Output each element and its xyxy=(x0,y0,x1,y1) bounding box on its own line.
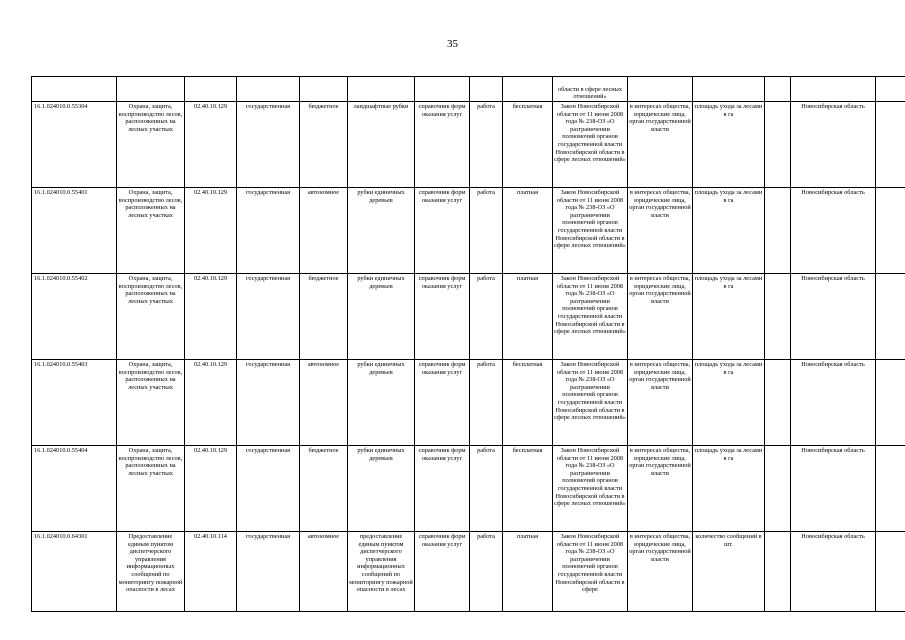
cell-law: Закон Новосибирской области от 11 июня 2008 года № 238-ОЗ «О разграничении полномочий органов государственной власти Новосибирской области в сфере лесных отношений» xyxy=(553,102,628,188)
registry-table xyxy=(31,76,905,612)
cell-institution: бюджетное xyxy=(300,274,348,360)
cell-content: рубки единичных деревьев xyxy=(348,274,415,360)
cell-region: Новосибирская область xyxy=(791,102,876,188)
cell-indicator: количество сообщений в шт. xyxy=(693,532,765,612)
cell-okved: 02.40.10.129 xyxy=(185,360,237,446)
cell-indicator: площадь ухода за лесами в га xyxy=(693,274,765,360)
cell-payment: платная xyxy=(503,274,553,360)
cell-region: Новосибирская область xyxy=(791,274,876,360)
cell-kind: работа xyxy=(470,102,503,188)
cell-empty2 xyxy=(876,360,905,446)
page-number: 35 xyxy=(447,38,458,50)
cell-kind: работа xyxy=(470,188,503,274)
continuation-row xyxy=(32,77,905,102)
cell-law: Закон Новосибирской области от 11 июня 2008 года № 238-ОЗ «О разграничении полномочий органов государственной власти Новосибирской области в сфере лесных отношений» xyxy=(553,360,628,446)
table-row xyxy=(32,188,905,274)
cell-empty1 xyxy=(765,360,791,446)
cell-code: 16.1.024010.0.55403 xyxy=(32,360,117,446)
cell-region: Новосибирская область xyxy=(791,532,876,612)
cell-code: 16.1.024010.0.55402 xyxy=(32,274,117,360)
cell-empty1 xyxy=(765,188,791,274)
cell-empty1 xyxy=(765,274,791,360)
cell-consumers: в интересах общества, юридические лица, орган государственной власти xyxy=(628,274,693,360)
cell-institution: бюджетное xyxy=(300,446,348,532)
table-row xyxy=(32,274,905,360)
cell-empty2 xyxy=(876,446,905,532)
cell-content: рубки единичных деревьев xyxy=(348,188,415,274)
cell-institution: бюджетное xyxy=(300,102,348,188)
table-row xyxy=(32,360,905,446)
cell-institution: автономное xyxy=(300,532,348,612)
cell-kind: работа xyxy=(470,532,503,612)
cell-form: справочник форм оказания услуг xyxy=(415,532,470,612)
cell-type: государственная xyxy=(237,446,300,532)
cell-type: государственная xyxy=(237,532,300,612)
cell-empty1 xyxy=(765,102,791,188)
cell-okved: 02.40.10.129 xyxy=(185,274,237,360)
cell-empty2 xyxy=(876,532,905,612)
cell-region: Новосибирская область xyxy=(791,188,876,274)
cell-okved: 02.40.10.114 xyxy=(185,532,237,612)
cell-content: ландшафтные рубки xyxy=(348,102,415,188)
cell-name: Охрана, защита, воспроизводство лесов, расположенных на лесных участках xyxy=(117,360,185,446)
cell-form: справочник форм оказания услуг xyxy=(415,188,470,274)
cell-code: 16.1.024010.0.55401 xyxy=(32,188,117,274)
cell-kind: работа xyxy=(470,360,503,446)
cell-consumers: в интересах общества, юридические лица, орган государственной власти xyxy=(628,360,693,446)
cell-institution: автономное xyxy=(300,360,348,446)
cell-type: государственная xyxy=(237,188,300,274)
cell-type: государственная xyxy=(237,360,300,446)
cell-form: справочник форм оказания услуг xyxy=(415,360,470,446)
cell-consumers: в интересах общества, юридические лица, орган государственной власти xyxy=(628,532,693,612)
cell-indicator: площадь ухода за лесами в га xyxy=(693,102,765,188)
cell-region: Новосибирская область xyxy=(791,360,876,446)
cell-indicator: площадь ухода за лесами в га xyxy=(693,360,765,446)
cell-empty2 xyxy=(876,188,905,274)
cell-name: Охрана, защита, воспроизводство лесов, расположенных на лесных участках xyxy=(117,102,185,188)
table-row xyxy=(32,102,905,188)
cell-code: 16.1.024010.0.64301 xyxy=(32,532,117,612)
cell-law: Закон Новосибирской области от 11 июня 2008 года № 238-ОЗ «О разграничении полномочий органов государственной власти Новосибирской области в сфере лесных отношений» xyxy=(553,446,628,532)
cell-kind: работа xyxy=(470,274,503,360)
cell-empty2 xyxy=(876,274,905,360)
cell-kind: работа xyxy=(470,446,503,532)
cell-form: справочник форм оказания услуг xyxy=(415,102,470,188)
cell-form: справочник форм оказания услуг xyxy=(415,446,470,532)
cell-payment: платная xyxy=(503,532,553,612)
continuation-cell: области в сфере лесных отношений» xyxy=(553,77,628,102)
cell-consumers: в интересах общества, юридические лица, орган государственной власти xyxy=(628,188,693,274)
table-row xyxy=(32,446,905,532)
cell-okved: 02.40.10.129 xyxy=(185,102,237,188)
cell-okved: 02.40.10.129 xyxy=(185,446,237,532)
cell-law: Закон Новосибирской области от 11 июня 2008 года № 238-ОЗ «О разграничении полномочий органов государственной власти Новосибирской области в сфере xyxy=(553,532,628,612)
cell-empty1 xyxy=(765,532,791,612)
cell-payment: бесплатная xyxy=(503,446,553,532)
cell-name: Предоставление единым пунктом диспетчерского управления информационных сообщений по мониторингу пожарной опасности в лесах xyxy=(117,532,185,612)
cell-form: справочник форм оказания услуг xyxy=(415,274,470,360)
cell-type: государственная xyxy=(237,102,300,188)
cell-region: Новосибирская область xyxy=(791,446,876,532)
cell-institution: автономное xyxy=(300,188,348,274)
cell-empty1 xyxy=(765,446,791,532)
cell-name: Охрана, защита, воспроизводство лесов, расположенных на лесных участках xyxy=(117,274,185,360)
cell-name: Охрана, защита, воспроизводство лесов, расположенных на лесных участках xyxy=(117,446,185,532)
cell-content: предоставление единым пунктом диспетчерского управления информационных сообщений по мониторингу пожарной опасности в лесах xyxy=(348,532,415,612)
cell-code: 16.1.024010.0.55404 xyxy=(32,446,117,532)
cell-name: Охрана, защита, воспроизводство лесов, расположенных на лесных участках xyxy=(117,188,185,274)
cell-okved: 02.40.10.129 xyxy=(185,188,237,274)
cell-indicator: площадь ухода за лесами в га xyxy=(693,446,765,532)
table-row xyxy=(32,532,905,612)
cell-consumers: в интересах общества, юридические лица, орган государственной власти xyxy=(628,446,693,532)
cell-payment: бесплатная xyxy=(503,360,553,446)
cell-type: государственная xyxy=(237,274,300,360)
cell-law: Закон Новосибирской области от 11 июня 2008 года № 238-ОЗ «О разграничении полномочий органов государственной власти Новосибирской области в сфере лесных отношений» xyxy=(553,274,628,360)
cell-indicator: площадь ухода за лесами в га xyxy=(693,188,765,274)
cell-content: рубки единичных деревьев xyxy=(348,446,415,532)
cell-content: рубки единичных деревьев xyxy=(348,360,415,446)
cell-payment: бесплатная xyxy=(503,102,553,188)
cell-law: Закон Новосибирской области от 11 июня 2008 года № 238-ОЗ «О разграничении полномочий органов государственной власти Новосибирской области в сфере лесных отношений» xyxy=(553,188,628,274)
cell-empty2 xyxy=(876,102,905,188)
cell-code: 16.1.024010.0.55304 xyxy=(32,102,117,188)
cell-payment: платная xyxy=(503,188,553,274)
cell-consumers: в интересах общества, юридические лица, орган государственной власти xyxy=(628,102,693,188)
